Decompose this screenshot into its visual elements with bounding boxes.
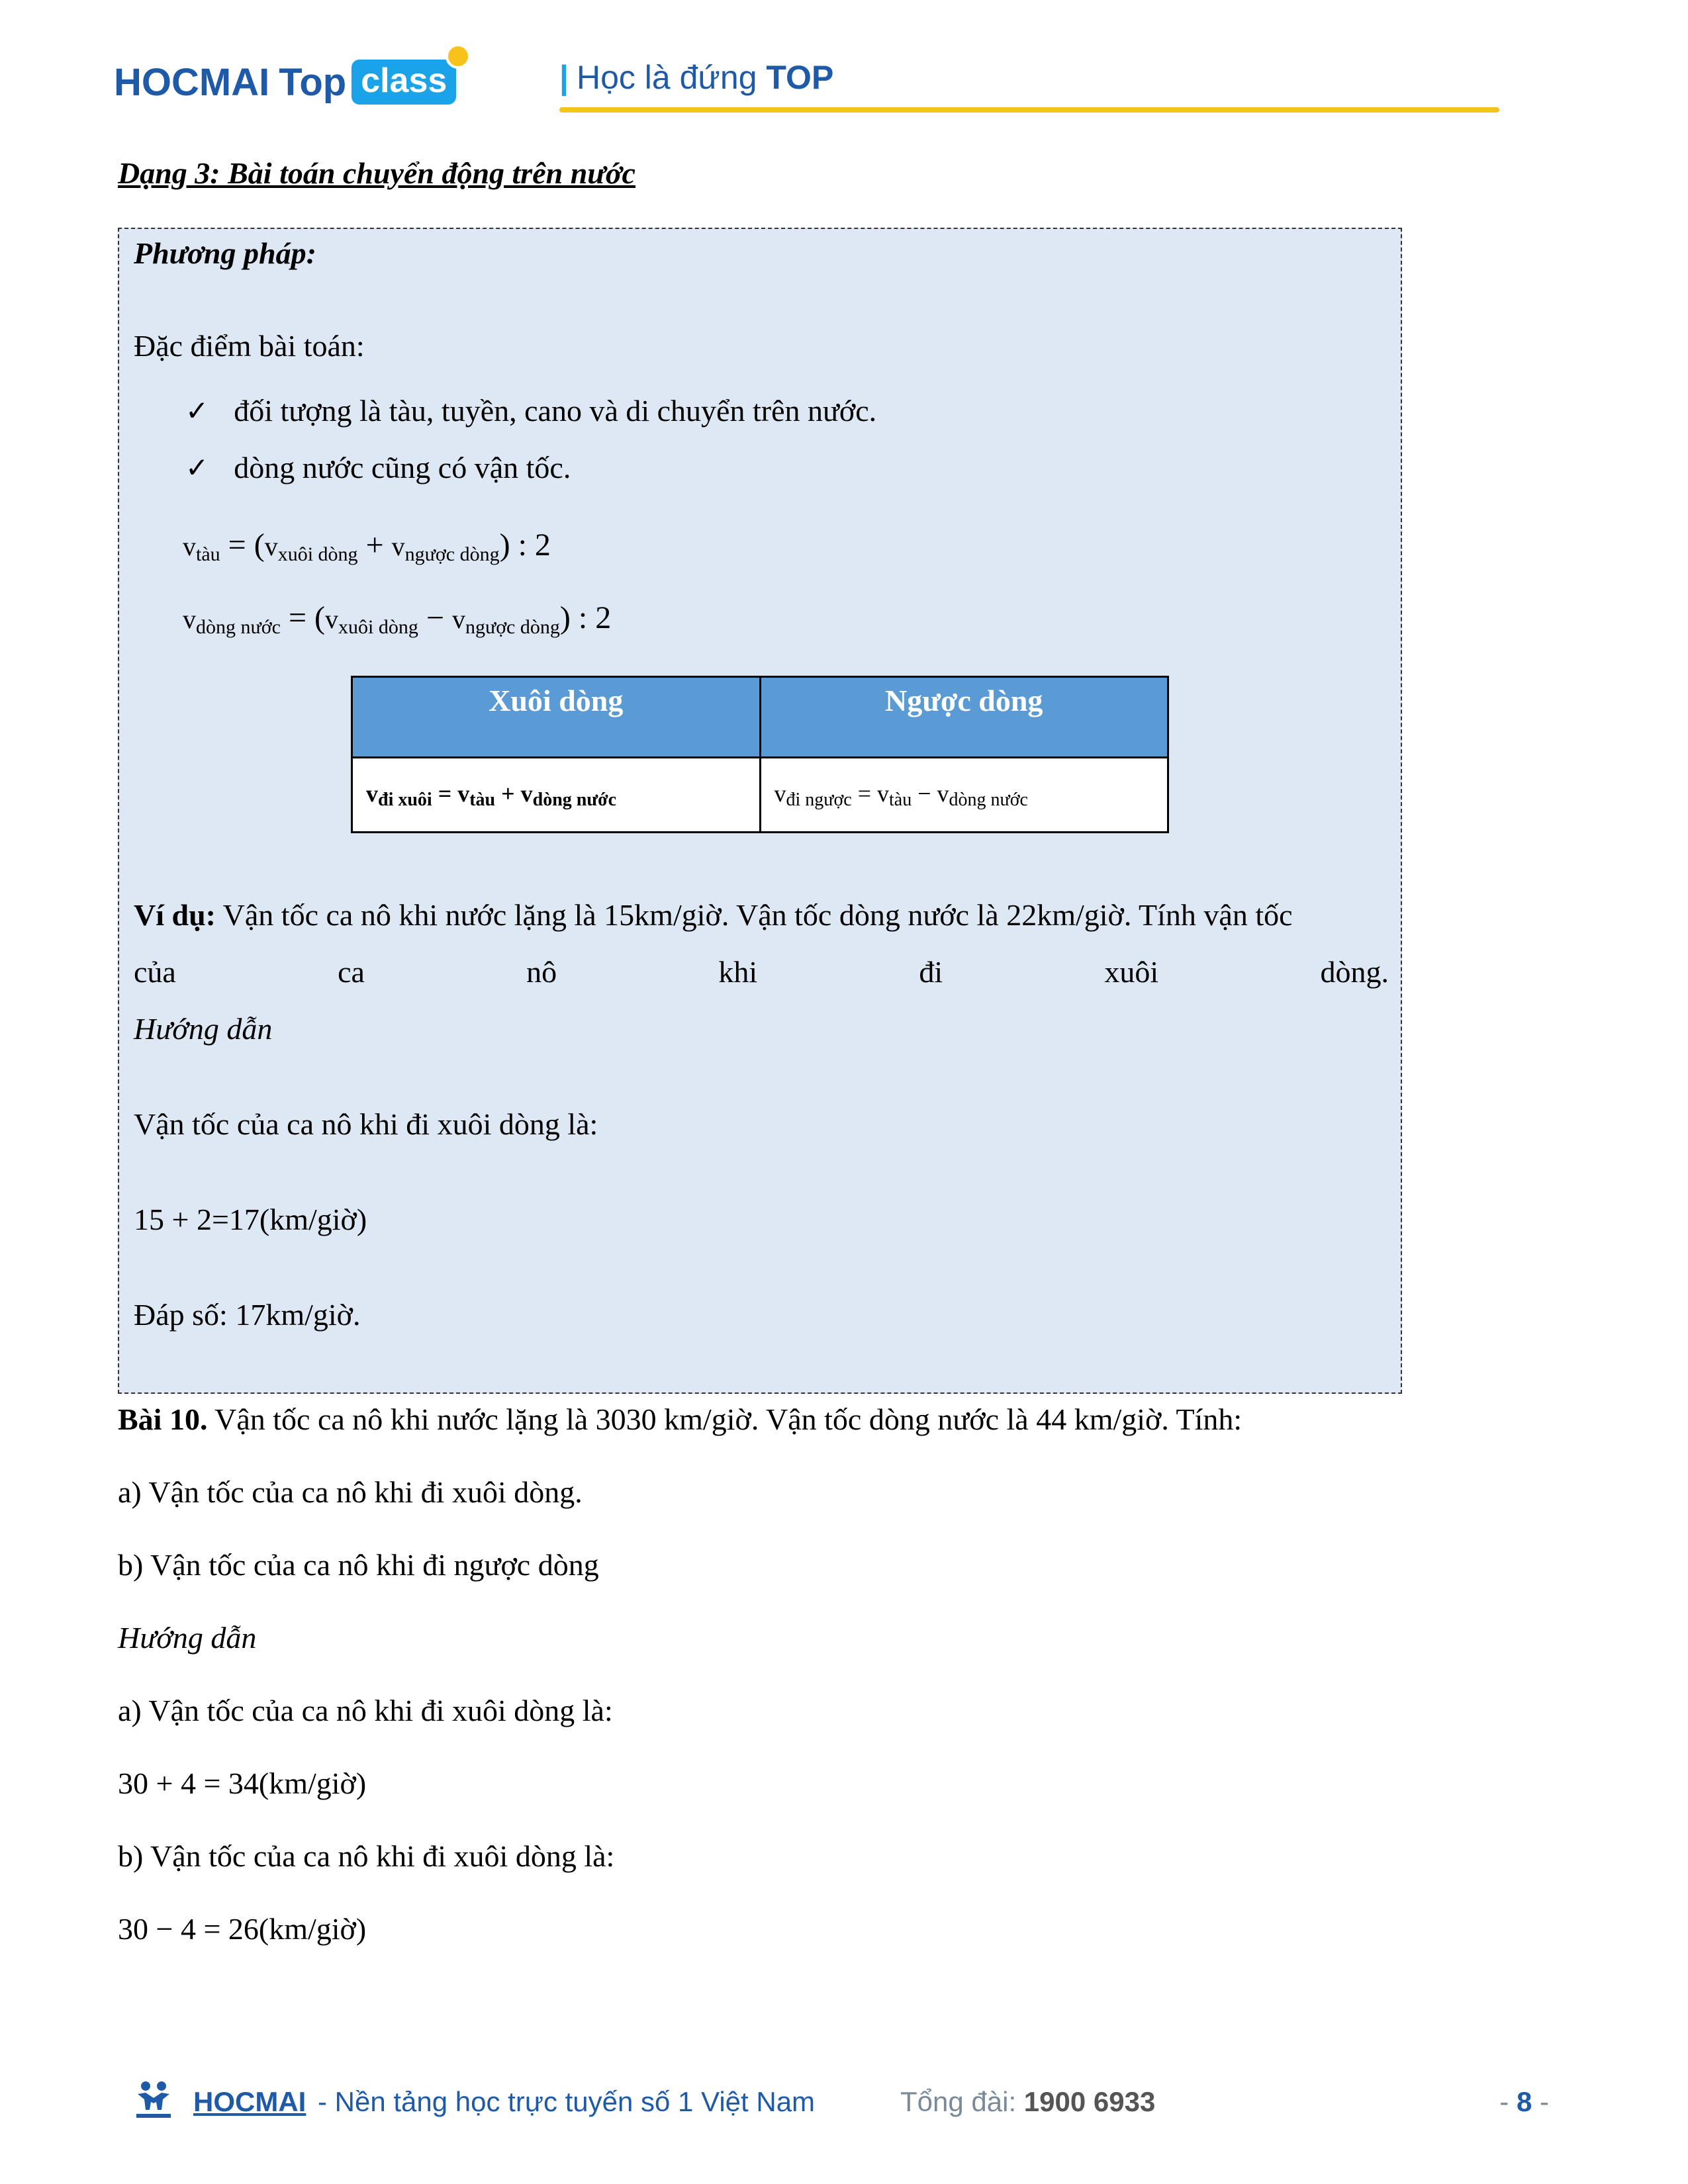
check-icon: ✓ [185, 394, 209, 427]
feature-item [185, 450, 571, 485]
exercise-text: Vận tốc ca nô khi nước lặng là 3030 km/giờ. Vận tốc dòng nước là 44 km/giờ. Tính: [207, 1402, 1243, 1436]
logo-hocmai-text: HOCMAI [114, 60, 270, 104]
solution-answer: Đáp số: 17km/giờ. [134, 1298, 361, 1332]
hotline-label: Tổng đài: [900, 2086, 1017, 2117]
formula-symbol: v [457, 780, 470, 807]
example-word: xuôi [1104, 955, 1159, 989]
table-row [352, 758, 1168, 833]
table-header-upstream: Ngược dòng [760, 677, 1168, 758]
logo-top-text: Top [279, 60, 347, 104]
formula-operator: = ( [280, 600, 326, 635]
formula-subscript: tàu [889, 789, 912, 810]
feature-text: đối tượng là tàu, tuyền, cano và di chuyển trên nước. [234, 394, 877, 428]
check-icon: ✓ [185, 451, 209, 484]
formula-current-speed [183, 600, 611, 639]
solution-calc: 15 + 2=17(km/giờ) [134, 1203, 367, 1236]
formula-symbol: v [391, 531, 405, 561]
formula-symbol: v [325, 604, 339, 634]
table-header-row [352, 677, 1168, 758]
logo-class-badge [352, 60, 456, 105]
hocmai-people-icon [132, 2078, 175, 2120]
formula-symbol: v [877, 780, 890, 807]
exercise-solution-b: b) Vận tốc của ca nô khi đi xuôi dòng là: [118, 1839, 615, 1873]
formula-subscript: tàu [469, 789, 496, 810]
page-number [1499, 2086, 1549, 2118]
formula-symbol: v [366, 780, 378, 807]
page-number-value: 8 [1516, 2086, 1532, 2117]
formula-subscript: dòng nước [949, 789, 1028, 810]
formula-operator: ) : 2 [559, 600, 612, 635]
sun-icon [445, 44, 471, 69]
formula-operator: + [357, 527, 392, 563]
formula-operator: ) : 2 [499, 527, 551, 563]
exercise-part-b: b) Vận tốc của ca nô khi đi ngược dòng [118, 1548, 599, 1582]
formula-subscript: dòng nước [532, 789, 617, 810]
example-label: Ví dụ: [134, 898, 216, 932]
formula-operator: + [495, 780, 521, 807]
footer-hotline [900, 2086, 1155, 2118]
header-underline [559, 107, 1499, 113]
formula-subscript: ngược dòng [465, 616, 560, 638]
formula-symbol: v [520, 780, 533, 807]
example-word: nô [526, 955, 557, 989]
page-footer [132, 2078, 1549, 2124]
page-prefix: - [1499, 2086, 1509, 2117]
formula-subscript: dòng nước [196, 616, 281, 638]
formula-operator: − [418, 600, 452, 635]
motion-table [351, 676, 1169, 833]
example-word: khi [718, 955, 758, 989]
formula-symbol: v [264, 531, 278, 561]
method-heading: Phương pháp: [134, 236, 316, 270]
example-word: dòng. [1320, 955, 1389, 989]
formula-symbol: v [937, 780, 949, 807]
table-cell-downstream [352, 758, 761, 833]
exercise-statement [118, 1402, 1242, 1437]
formula-subscript: tàu [196, 543, 220, 565]
formula-operator: = [432, 780, 458, 807]
formula-subscript: đi ngược [786, 789, 852, 810]
exercise-part-a: a) Vận tốc của ca nô khi đi xuôi dòng. [118, 1475, 583, 1509]
table-header-downstream: Xuôi dòng [352, 677, 761, 758]
exercise-calc-a: 30 + 4 = 34(km/giờ) [118, 1766, 367, 1800]
exercise-solution-a: a) Vận tốc của ca nô khi đi xuôi dòng là: [118, 1694, 613, 1727]
brand-logo [114, 56, 456, 109]
feature-item [185, 393, 876, 428]
formula-operator: = [851, 780, 878, 807]
exercise-calc-b: 30 − 4 = 26(km/giờ) [118, 1912, 367, 1946]
tagline-top: TOP [766, 59, 834, 96]
logo-class-text: class [361, 62, 447, 100]
guide-label: Hướng dẫn [134, 1012, 273, 1046]
tagline-divider: | [559, 59, 569, 96]
formula-symbol: v [183, 604, 196, 634]
formula-symbol: v [183, 531, 196, 561]
formula-symbol: v [774, 780, 786, 807]
exercise-label: Bài 10. [118, 1402, 208, 1436]
example-word: đi [919, 955, 943, 989]
solution-line: Vận tốc của ca nô khi đi xuôi dòng là: [134, 1107, 598, 1141]
formula-subscript: xuôi dòng [277, 543, 358, 565]
example-word: ca [338, 955, 365, 989]
formula-subscript: ngược dòng [404, 543, 500, 565]
example-line-continued [134, 954, 1389, 989]
hotline-number: 1900 6933 [1023, 2086, 1156, 2117]
table-cell-upstream [760, 758, 1168, 833]
page-suffix: - [1540, 2086, 1549, 2117]
header-tagline [559, 58, 833, 97]
footer-description: - Nền tảng học trực tuyến số 1 Việt Nam [318, 2086, 816, 2117]
example-text: Vận tốc ca nô khi nước lặng là 15km/giờ. Vận tốc dòng nước là 22km/giờ. Tính vận tốc [215, 898, 1293, 932]
features-title: Đặc điểm bài toán: [134, 329, 365, 363]
example-line [134, 897, 1293, 933]
formula-subscript: đi xuôi [378, 789, 432, 810]
formula-subscript: xuôi dòng [338, 616, 418, 638]
example-word: của [134, 955, 176, 989]
formula-operator: = ( [220, 527, 265, 563]
method-box [118, 228, 1402, 1394]
formula-boat-speed [183, 527, 551, 566]
exercise-guide-label: Hướng dẫn [118, 1621, 257, 1655]
formula-symbol: v [451, 604, 465, 634]
footer-brand-link[interactable]: HOCMAI [193, 2086, 306, 2117]
feature-text: dòng nước cũng có vận tốc. [234, 451, 571, 484]
tagline-prefix: Học là đứng [577, 59, 757, 96]
section-title: Dạng 3: Bài toán chuyển động trên nước [118, 156, 635, 190]
formula-operator: − [912, 780, 937, 807]
